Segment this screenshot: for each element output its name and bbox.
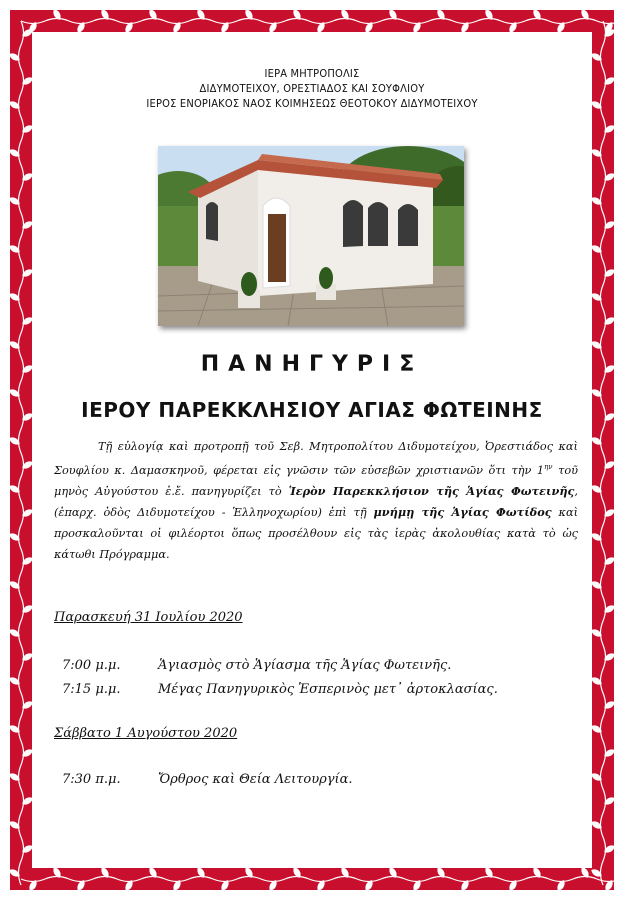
header-line-3: ΙΕΡΟΣ ΕΝΟΡΙΑΚΟΣ ΝΑΟΣ ΚΟΙΜΗΣΕΩΣ ΘΕΟΤΟΚΟΥ ΔΙΔΥΜΟΤΕΙΧΟΥ <box>146 97 478 110</box>
paragraph-superscript: ην <box>544 463 553 471</box>
paragraph-text-2: τοῦ μηνὸς Αὐγούστου ἐ.ἔ. πανηγυρίζει τὸ <box>54 463 578 498</box>
schedule-row <box>62 682 562 700</box>
schedule-row <box>62 658 562 676</box>
schedule-day-1: Παρασκευή 31 Ιουλίου 2020 <box>54 610 243 625</box>
chapel-name: Ἱερὸν Παρεκκλήσιον τῆς Ἁγίας Φωτεινῆς <box>288 483 575 498</box>
schedule-description: Ὄρθρος καὶ Θεία Λειτουργία. <box>158 772 353 787</box>
schedule-description: Ἁγιασμὸς στὸ Ἁγίασμα τῆς Ἁγίας Φωτεινῆς. <box>158 658 452 673</box>
chapel-photo <box>158 146 464 326</box>
header <box>40 66 584 111</box>
page-title: ΠΑΝΗΓΥΡΙΣ <box>200 352 424 377</box>
page-subtitle: ΙΕΡΟΥ ΠΑΡΕΚΚΛΗΣΙΟΥ ΑΓΙΑΣ ΦΩΤΕΙΝΗΣ <box>81 398 543 422</box>
header-line-1: ΙΕΡΑ ΜΗΤΡΟΠΟΛΙΣ <box>264 67 360 80</box>
feast-name: μνήμῃ τῆς Ἁγίας Φωτίδος <box>373 504 552 519</box>
schedule-description: Μέγας Πανηγυρικὸς Ἑσπερινὸς μετ᾽ ἀρτοκλασίας. <box>158 682 498 697</box>
schedule-day-2: Σάββατο 1 Αυγούστου 2020 <box>54 726 238 741</box>
paragraph-text-1: Τῇ εὐλογίᾳ καὶ προτροπῇ τοῦ Σεβ. Μητροπολίτου Διδυμοτείχου, Ὀρεστιάδος καὶ Σουφλίου κ. Δαμασκηνοῦ, φέρεται εἰς γνῶσιν τῶν εὐσεβῶν χριστιανῶν ὅτι τὴν 1 <box>54 440 578 477</box>
schedule-time: 7:00 μ.μ. <box>62 658 121 673</box>
schedule-time: 7:30 π.μ. <box>62 772 121 787</box>
paragraph-text-4: καὶ προσκαλοῦνται οἱ φιλέορτοι ὅπως προσέλθουν εἰς τὰς ἱερὰς ἀκολουθίας κατὰ τὸ ὡς κάτωθι Πρόγραμμα. <box>54 505 579 561</box>
announcement-paragraph <box>54 436 578 565</box>
schedule-time: 7:15 μ.μ. <box>62 682 121 697</box>
paragraph-text-3: , (ἐπαρχ. ὁδὸς Διδυμοτείχου - Ἑλληνοχωρίου) ἐπὶ τῇ <box>54 484 579 519</box>
header-line-2: ΔΙΔΥΜΟΤΕΙΧΟΥ, ΟΡΕΣΤΙΑΔΟΣ ΚΑΙ ΣΟΥΦΛΙΟΥ <box>199 82 425 95</box>
schedule-row <box>62 772 562 790</box>
